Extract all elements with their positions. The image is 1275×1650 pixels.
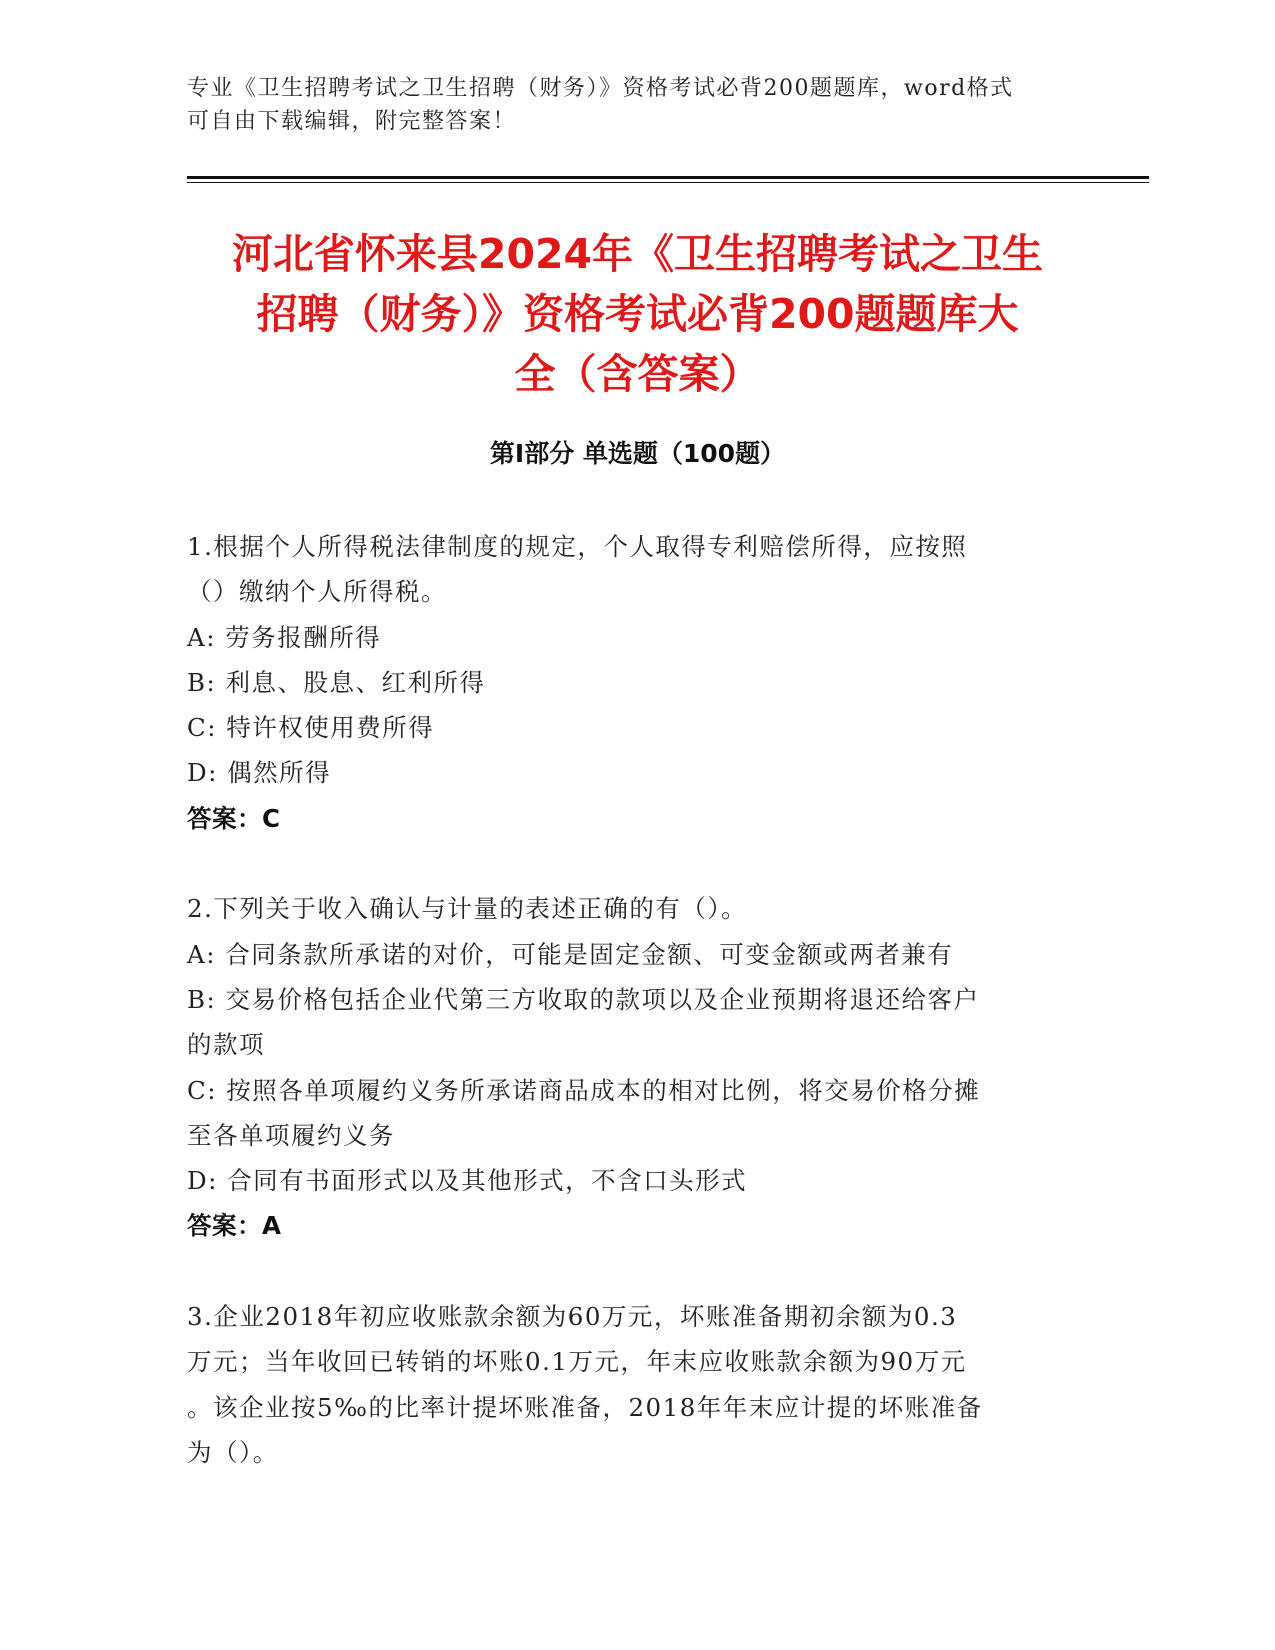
title-line-3: 全（含答案） [514,350,761,398]
question-stem-line: 。该企业按5‰的比率计提坏账准备，2018年年末应计提的坏账准备 [187,1392,983,1422]
question-list [187,524,1087,1475]
question-stem-line: 2.下列关于收入确认与计量的表述正确的有（）。 [187,894,748,924]
section-heading: 第Ⅰ部分 单选题（100题） [489,439,786,468]
header-note-line-1: 专业《卫生招聘考试之卫生招聘（财务）》资格考试必背200题题库，word格式 [187,76,1014,101]
question-block [187,524,1087,841]
question-stem-line: 万元；当年收回已转销的坏账0.1万元，年末应收账款余额为90万元 [187,1347,967,1377]
question-spacer [187,1249,1087,1294]
header-note [187,72,1087,138]
header-divider-thin [187,182,1149,183]
answer-option-line: B: 交易价格包括企业代第三方收取的款项以及企业预期将退还给客户 [187,984,980,1014]
document-title [150,224,1125,404]
answer-key: 答案：A [187,1211,282,1241]
answer-option-line: A: 合同条款所承诺的对价，可能是固定金额、可变金额或两者兼有 [187,939,954,969]
question-stem-line: 3.企业2018年初应收账款余额为60万元，坏账准备期初余额为0.3 [187,1302,958,1332]
title-line-2: 招聘（财务）》资格考试必背200题题库大 [256,290,1019,338]
question-stem-line: 为（）。 [187,1437,279,1467]
answer-option-line: 的款项 [187,1030,265,1060]
answer-key: 答案：C [187,803,281,833]
question-block [187,1294,1087,1475]
answer-option-line: D: 合同有书面形式以及其他形式，不含口头形式 [187,1166,748,1196]
answer-option-line: C: 按照各单项履约义务所承诺商品成本的相对比例，将交易价格分摊 [187,1075,981,1105]
question-spacer [187,841,1087,886]
answer-option-line: D: 偶然所得 [187,758,332,788]
question-stem-line: （）缴纳个人所得税。 [187,577,447,607]
answer-option-line: A: 劳务报酬所得 [187,622,382,652]
question-block [187,886,1087,1248]
title-line-1: 河北省怀来县2024年《卫生招聘考试之卫生 [231,230,1044,278]
answer-option-line: C: 特许权使用费所得 [187,713,435,743]
question-stem-line: 1.根据个人所得税法律制度的规定，个人取得专利赔偿所得，应按照 [187,532,968,561]
header-note-line-2: 可自由下载编辑，附完整答案！ [187,109,517,134]
answer-option-line: B: 利息、股息、红利所得 [187,667,486,697]
header-divider-thick [187,176,1149,179]
answer-option-line: 至各单项履约义务 [187,1120,395,1150]
